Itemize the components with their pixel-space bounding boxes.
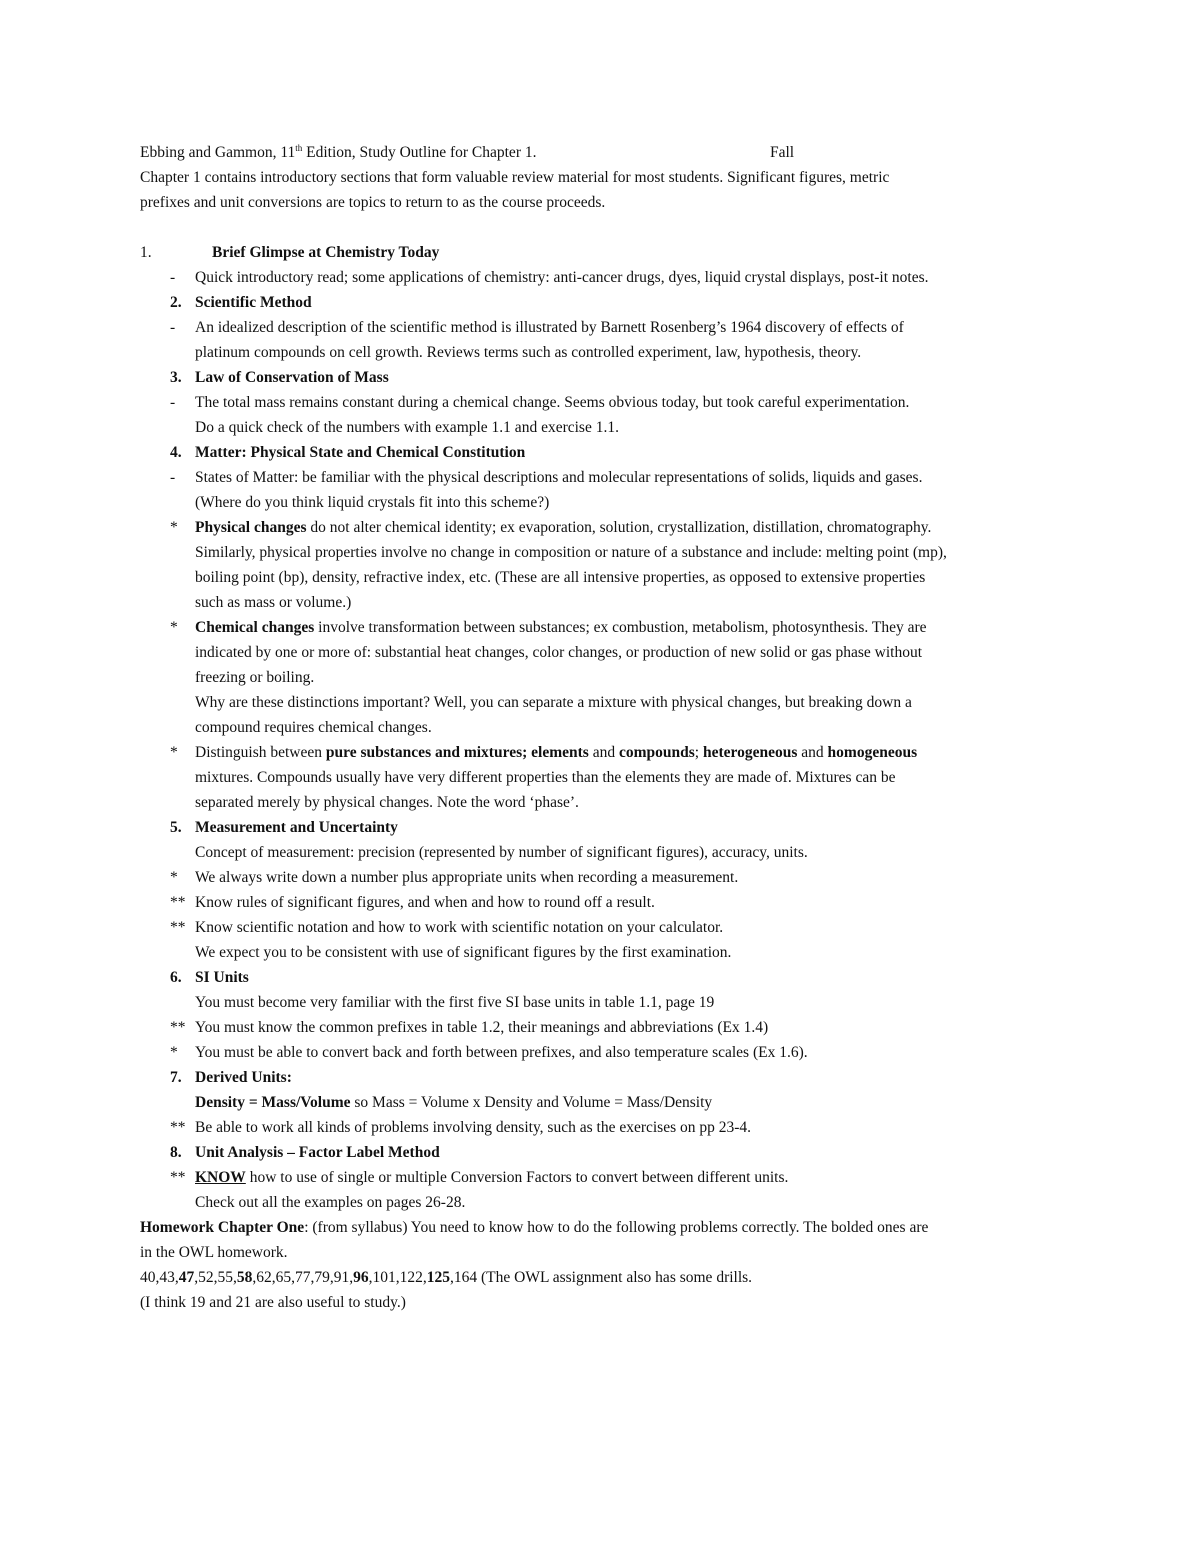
- si-units-text: You must become very familiar with the first five SI base units in table 1.1, page 19: [195, 994, 715, 1011]
- bullet-dash: -: [170, 469, 176, 486]
- problem-number: 62: [256, 1269, 272, 1286]
- section-2-text: platinum compounds on cell growth. Reviews terms such as controlled experiment, law, hypothesis, theory.: [195, 344, 862, 361]
- document-title: Ebbing and Gammon, 11th Edition, Study Outline for Chapter 1.: [140, 143, 537, 161]
- section-5-number: 5.: [170, 819, 182, 836]
- unit-analysis-check: Check out all the examples on pages 26-28.: [195, 1194, 466, 1211]
- problem-separator: ,: [271, 1269, 276, 1286]
- si-units-item: You must know the common prefixes in table 1.2, their meanings and abbreviations (Ex 1.4): [195, 1019, 769, 1036]
- section-8-heading: Unit Analysis – Factor Label Method: [195, 1144, 440, 1161]
- distinguish-text: Distinguish between pure substances and mixtures; elements and compounds; heterogeneous and homogeneous: [195, 744, 918, 761]
- term-label: Fall: [770, 144, 795, 161]
- chemical-changes-text: freezing or boiling.: [195, 669, 315, 686]
- problem-number: 65: [275, 1269, 292, 1286]
- bullet-dash: -: [170, 394, 176, 411]
- section-3-number: 3.: [170, 369, 182, 386]
- physical-changes-term: Physical changes: [195, 519, 307, 536]
- section-7-number: 7.: [170, 1069, 182, 1086]
- section-2-number: 2.: [170, 294, 182, 311]
- chemical-changes-term: Chemical changes: [195, 619, 315, 636]
- homework-line: Homework Chapter One: (from syllabus) You need to know how to do the following problems correctly. The bolded ones are: [140, 1219, 929, 1236]
- problem-separator: ,: [291, 1269, 295, 1286]
- problem-number: 43: [159, 1269, 175, 1286]
- bullet-dash: -: [170, 269, 176, 286]
- section-2-text: An idealized description of the scientific method is illustrated by Barnett Rosenberg’s 1964 discovery of effects of: [195, 319, 904, 336]
- problem-separator: ,: [329, 1269, 334, 1286]
- homework-label: Homework Chapter One: [140, 1219, 305, 1236]
- bullet-double-star: **: [170, 1119, 186, 1136]
- measurement-expect-text: We expect you to be consistent with use of significant figures by the first examination.: [195, 944, 732, 961]
- problem-number: 47: [178, 1269, 195, 1286]
- problem-separator: ,: [310, 1269, 315, 1286]
- problem-number: 122: [399, 1269, 423, 1286]
- problem-number: 58: [236, 1269, 253, 1286]
- measurement-item: We always write down a number plus appropriate units when recording a measurement.: [195, 869, 739, 886]
- bullet-star: *: [170, 744, 178, 761]
- intro-line-2: prefixes and unit conversions are topics to return to as the course proceeds.: [140, 194, 606, 211]
- homework-line: in the OWL homework.: [140, 1244, 288, 1261]
- section-1-number: 1.: [140, 244, 152, 261]
- chemical-changes-text: indicated by one or more of: substantial heat changes, color changes, or production of new solid or gas phase without: [195, 644, 923, 661]
- section-4-heading: Matter: Physical State and Chemical Constitution: [195, 444, 526, 461]
- problem-numbers: [140, 1269, 477, 1286]
- problem-separator: ,: [194, 1269, 199, 1286]
- section-2-heading: Scientific Method: [195, 294, 312, 311]
- problem-number: 125: [426, 1269, 450, 1286]
- problem-separator: ,: [213, 1269, 218, 1286]
- bullet-double-star: **: [170, 894, 186, 911]
- problem-separator: ,: [368, 1269, 373, 1286]
- problem-number: 77: [295, 1269, 311, 1286]
- section-8-number: 8.: [170, 1144, 182, 1161]
- problem-number: 55: [217, 1269, 233, 1286]
- problem-separator: ,: [395, 1269, 400, 1286]
- homework-problem-list: 40,43,47,52,55,58,62,65,77,79,91,96,101,122,125,164 (The OWL assignment also has some drills.: [140, 1269, 753, 1286]
- homework-note: (I think 19 and 21 are also useful to study.): [140, 1294, 406, 1311]
- problem-separator: ,: [450, 1269, 454, 1286]
- section-1-heading: Brief Glimpse at Chemistry Today: [212, 244, 440, 261]
- measurement-item: Know rules of significant figures, and when and how to round off a result.: [195, 894, 655, 911]
- section-4-number: 4.: [170, 444, 182, 461]
- problem-separator: ,: [174, 1269, 179, 1286]
- problem-separator: ,: [233, 1269, 237, 1286]
- section-1-text: Quick introductory read; some applications of chemistry: anti-cancer drugs, dyes, liquid crystal displays, post-it notes.: [195, 269, 929, 286]
- bullet-dash: -: [170, 319, 176, 336]
- distinguish-text: mixtures. Compounds usually have very different properties than the elements they are made of. Mixtures can be: [195, 769, 896, 786]
- physical-changes-text: such as mass or volume.): [195, 594, 352, 611]
- problem-separator: ,: [422, 1269, 427, 1286]
- intro-line-1: Chapter 1 contains introductory sections that form valuable review material for most students. Significant figures, metric: [140, 169, 890, 186]
- bullet-star: *: [170, 869, 178, 886]
- chemical-changes-text: compound requires chemical changes.: [195, 719, 432, 736]
- measurement-item: Know scientific notation and how to work with scientific notation on your calculator.: [195, 919, 724, 936]
- problem-number: 52: [198, 1269, 214, 1286]
- physical-changes-text: boiling point (bp), density, refractive index, etc. (These are all intensive properties, as opposed to extensive properties: [195, 569, 926, 586]
- section-6-heading: SI Units: [195, 969, 249, 986]
- unit-analysis-item: KNOW how to use of single or multiple Conversion Factors to convert between different units.: [195, 1169, 789, 1186]
- measurement-concept-text: Concept of measurement: precision (represented by number of significant figures), accuracy, units.: [195, 844, 808, 861]
- problem-separator: ,: [252, 1269, 257, 1286]
- problem-number: 101: [372, 1269, 396, 1286]
- states-of-matter-text: States of Matter: be familiar with the physical descriptions and molecular representations of solids, liquids and gases.: [195, 469, 923, 486]
- bullet-star: *: [170, 619, 178, 636]
- problem-number: 79: [314, 1269, 330, 1286]
- section-3-text: Do a quick check of the numbers with example 1.1 and exercise 1.1.: [195, 419, 619, 436]
- density-formula: Density = Mass/Volume so Mass = Volume x Density and Volume = Mass/Density: [195, 1094, 713, 1111]
- section-3-heading: Law of Conservation of Mass: [195, 369, 389, 386]
- section-5-heading: Measurement and Uncertainty: [195, 819, 398, 836]
- physical-changes-text: Physical changes do not alter chemical identity; ex evaporation, solution, crystallization, distillation, chromatography.: [195, 519, 932, 536]
- bullet-double-star: **: [170, 1019, 186, 1036]
- chemical-changes-text: Why are these distinctions important? Well, you can separate a mixture with physical changes, but breaking down a: [195, 694, 912, 711]
- physical-changes-text: Similarly, physical properties involve no change in composition or nature of a substance and include: melting point (mp),: [195, 544, 947, 561]
- problem-number: 164: [453, 1269, 478, 1286]
- section-7-heading: Derived Units:: [195, 1069, 292, 1086]
- bullet-star: *: [170, 519, 178, 536]
- distinguish-text: separated merely by physical changes. Note the word ‘phase’.: [195, 794, 579, 811]
- problem-number: 91: [333, 1269, 350, 1286]
- si-units-item: You must be able to convert back and forth between prefixes, and also temperature scales (Ex 1.6).: [195, 1044, 808, 1061]
- problem-separator: ,: [155, 1269, 160, 1286]
- know-emphasis: KNOW: [195, 1169, 246, 1186]
- section-3-text: The total mass remains constant during a chemical change. Seems obvious today, but took careful experimentation.: [195, 394, 910, 411]
- states-of-matter-text: (Where do you think liquid crystals fit into this scheme?): [195, 494, 550, 511]
- problem-separator: ,: [349, 1269, 354, 1286]
- section-6-number: 6.: [170, 969, 182, 986]
- derived-units-item: Be able to work all kinds of problems involving density, such as the exercises on pp 23-4.: [195, 1119, 752, 1136]
- bullet-star: *: [170, 1044, 178, 1061]
- bullet-double-star: **: [170, 1169, 186, 1186]
- bullet-double-star: **: [170, 919, 186, 936]
- problem-number: 96: [353, 1269, 369, 1286]
- problem-number: 40: [140, 1269, 156, 1286]
- chemical-changes-text: Chemical changes involve transformation between substances; ex combustion, metabolism, photosynthesis. They are: [195, 619, 927, 636]
